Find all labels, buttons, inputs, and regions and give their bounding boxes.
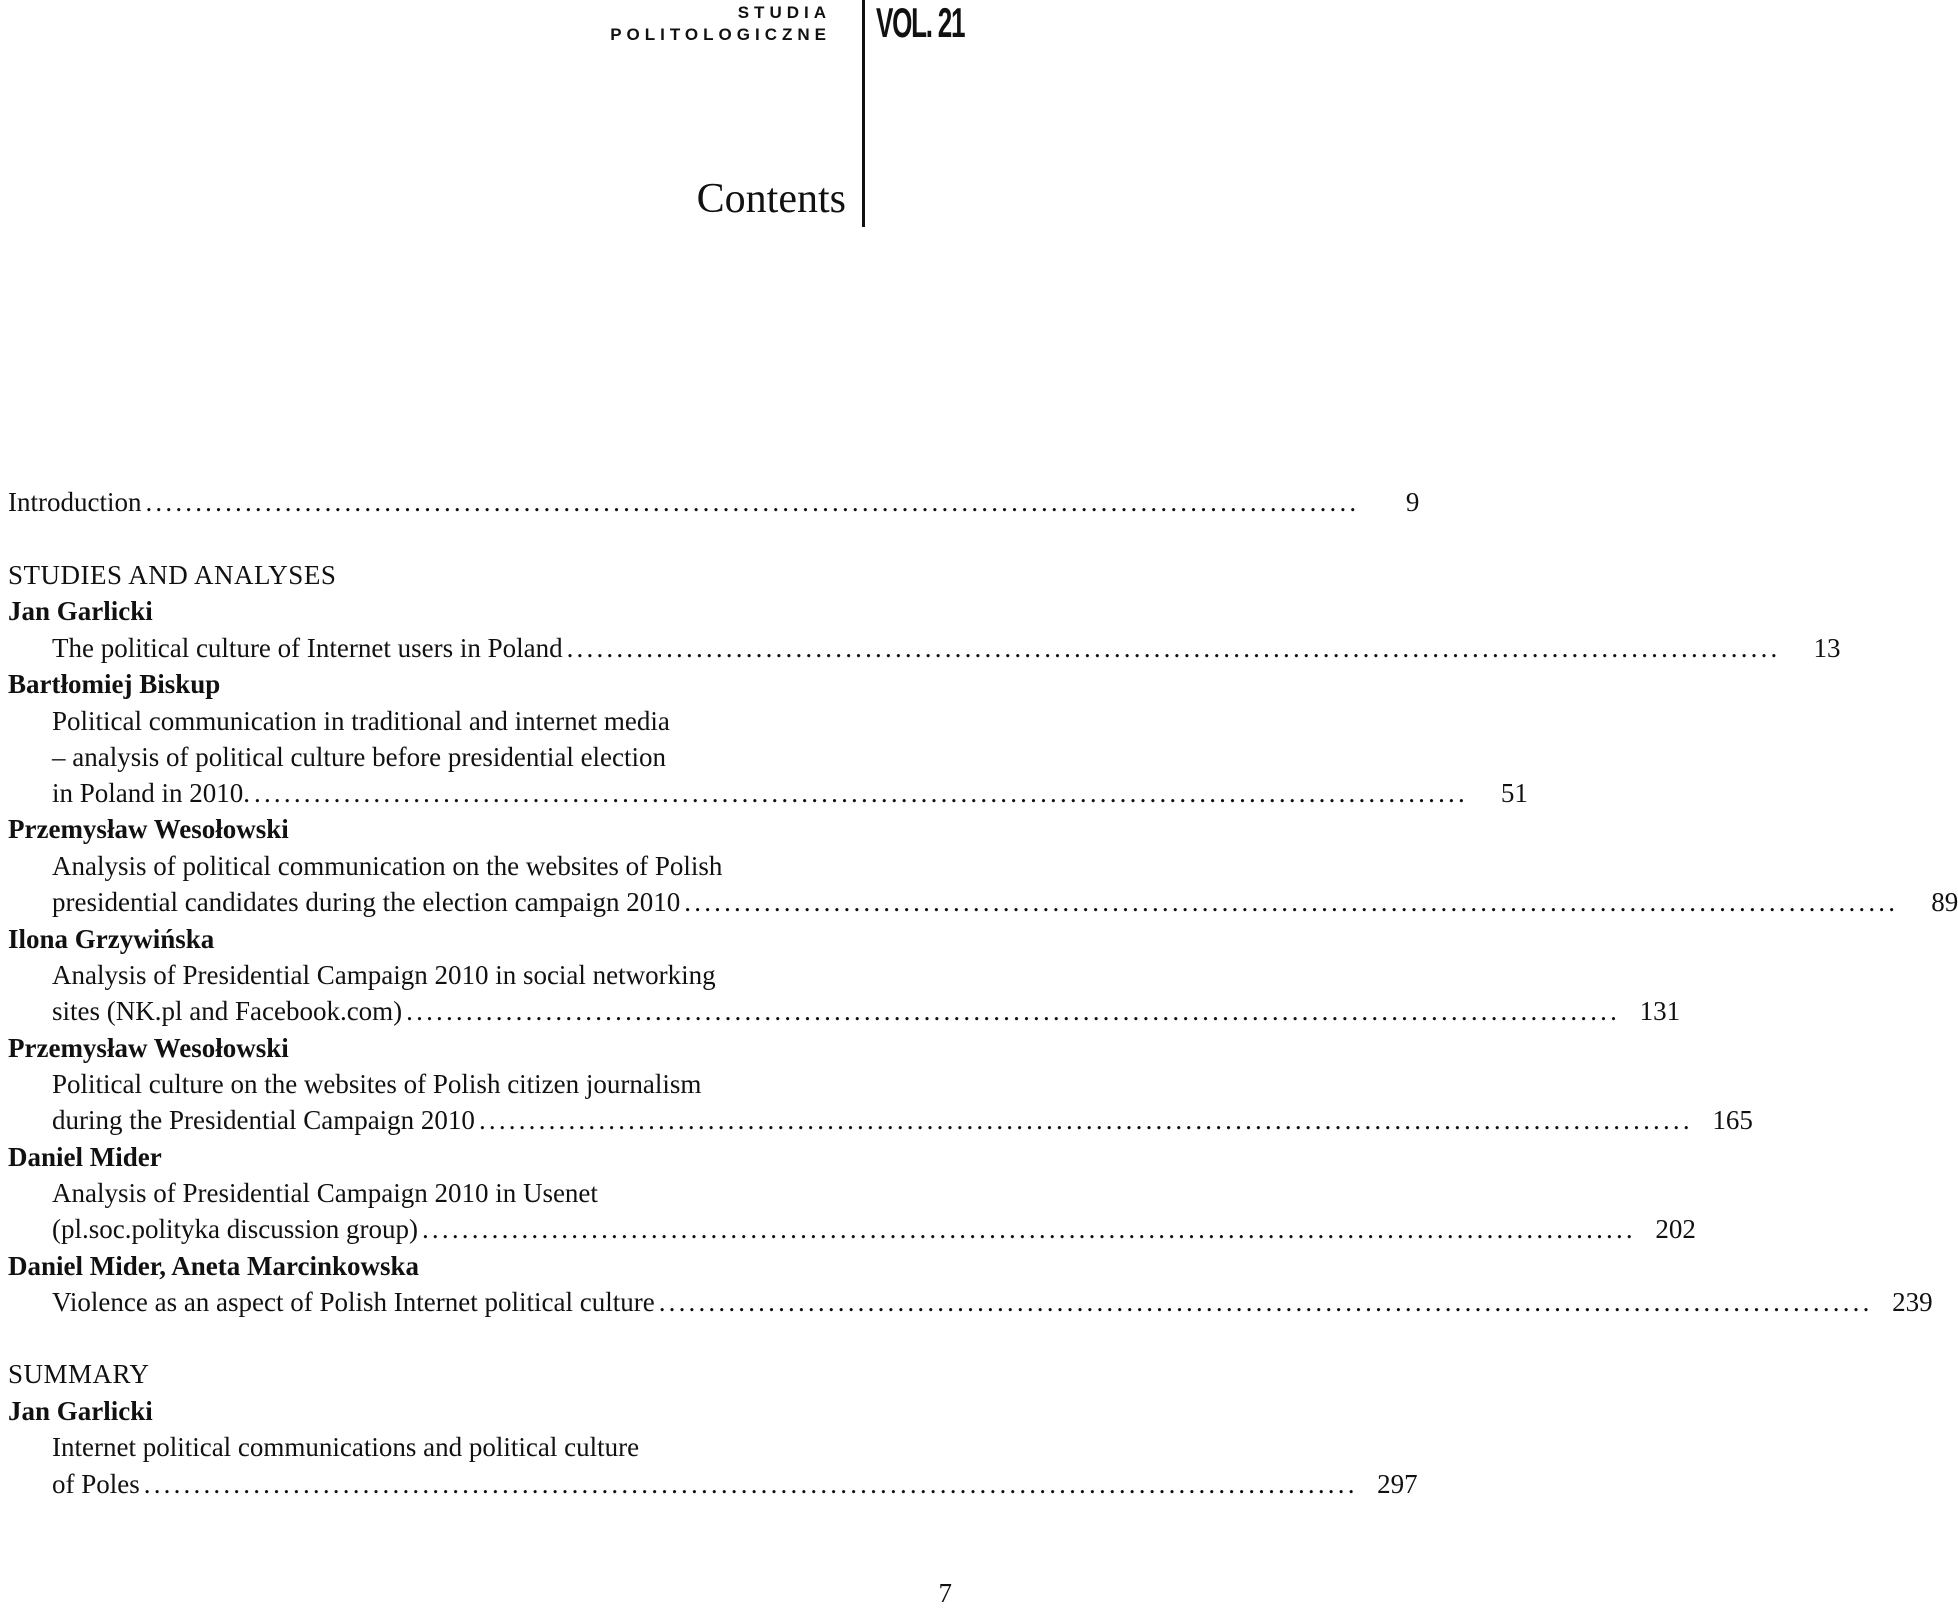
volume-label: VOL. 21 bbox=[876, 0, 965, 46]
toc-author: Jan Garlicki bbox=[8, 596, 153, 626]
journal-name-line1: STUDIA bbox=[737, 3, 831, 22]
toc-entry-page: 239 bbox=[1892, 1287, 1933, 1317]
toc-entry-page: 13 bbox=[1813, 633, 1841, 663]
header-vertical-rule bbox=[862, 0, 865, 227]
page-number: 7 bbox=[938, 1578, 952, 1608]
toc-entry[interactable] bbox=[52, 1212, 1696, 1246]
dot-leader: .......................................................................................................................... bbox=[145, 487, 1360, 517]
toc-entry-title-line: Analysis of political communication on the websites of Polish bbox=[52, 851, 723, 881]
toc-entry-title: The political culture of Internet users in Poland bbox=[52, 633, 563, 663]
toc-entry-title: presidential candidates during the election campaign 2010 bbox=[52, 887, 681, 917]
toc-entry-page: 202 bbox=[1655, 1214, 1696, 1244]
dot-leader: .......................................................................................................................... bbox=[684, 887, 1899, 917]
toc-entry-introduction[interactable] bbox=[8, 485, 1420, 519]
toc-entry-page: 51 bbox=[1500, 778, 1528, 808]
toc-entry-title: of Poles bbox=[52, 1469, 140, 1499]
toc-entry[interactable] bbox=[52, 885, 1958, 919]
section-heading-studies: STUDIES AND ANALYSES bbox=[8, 560, 337, 590]
toc-entry-page: 297 bbox=[1377, 1469, 1418, 1499]
toc-entry[interactable] bbox=[52, 1467, 1418, 1501]
toc-entry-title: in Poland in 2010. bbox=[52, 778, 251, 808]
toc-entry[interactable] bbox=[52, 631, 1841, 665]
toc-author: Jan Garlicki bbox=[8, 1396, 153, 1426]
toc-entry-title: during the Presidential Campaign 2010 bbox=[52, 1105, 475, 1135]
journal-name bbox=[610, 2, 831, 46]
toc-entry-page: 165 bbox=[1712, 1105, 1753, 1135]
dot-leader: .......................................................................................................................... bbox=[254, 778, 1468, 808]
toc-author: Ilona Grzywińska bbox=[8, 924, 215, 954]
toc-entry-title: Violence as an aspect of Polish Internet political culture bbox=[52, 1287, 655, 1317]
dot-leader: .......................................................................................................................... bbox=[143, 1469, 1358, 1499]
toc-entry-page: 9 bbox=[1405, 487, 1420, 517]
toc-entry-title-line: – analysis of political culture before presidential election bbox=[52, 742, 667, 772]
toc-entry-title: Introduction bbox=[8, 487, 142, 517]
toc-entry-page: 89 bbox=[1931, 887, 1958, 917]
dot-leader: .......................................................................................................................... bbox=[566, 633, 1781, 663]
toc-entry-title: (pl.soc.polityka discussion group) bbox=[52, 1214, 418, 1244]
toc-entry-title-line: Political communication in traditional and internet media bbox=[52, 706, 670, 736]
toc-entry-title-line: Internet political communications and political culture bbox=[52, 1432, 640, 1462]
toc-entry[interactable] bbox=[52, 994, 1681, 1028]
toc-author: Bartłomiej Biskup bbox=[8, 669, 221, 699]
journal-name-line2: POLITOLOGICZNE bbox=[610, 25, 831, 44]
toc-author: Daniel Mider bbox=[8, 1142, 162, 1172]
toc-entry[interactable] bbox=[52, 776, 1528, 810]
dot-leader: .......................................................................................................................... bbox=[406, 996, 1621, 1026]
section-heading-summary: SUMMARY bbox=[8, 1359, 150, 1389]
toc-entry[interactable] bbox=[52, 1285, 1933, 1319]
toc-entry-title-line: Political culture on the websites of Polish citizen journalism bbox=[52, 1069, 702, 1099]
toc-entry-page: 131 bbox=[1639, 996, 1681, 1026]
toc-entry-title: sites (NK.pl and Facebook.com) bbox=[52, 996, 403, 1026]
toc-entry[interactable] bbox=[52, 1103, 1753, 1137]
toc-author: Daniel Mider, Aneta Marcinkowska bbox=[8, 1251, 420, 1281]
toc-author: Przemysław Wesołowski bbox=[8, 1033, 289, 1063]
page-title: Contents bbox=[696, 176, 846, 222]
dot-leader: .......................................................................................................................... bbox=[478, 1105, 1693, 1135]
dot-leader: .......................................................................................................................... bbox=[658, 1287, 1873, 1317]
toc-entry-title-line: Analysis of Presidential Campaign 2010 in social networking bbox=[52, 960, 716, 990]
toc-entry-title-line: Analysis of Presidential Campaign 2010 in Usenet bbox=[52, 1178, 598, 1208]
dot-leader: .......................................................................................................................... bbox=[421, 1214, 1636, 1244]
toc-author: Przemysław Wesołowski bbox=[8, 814, 289, 844]
